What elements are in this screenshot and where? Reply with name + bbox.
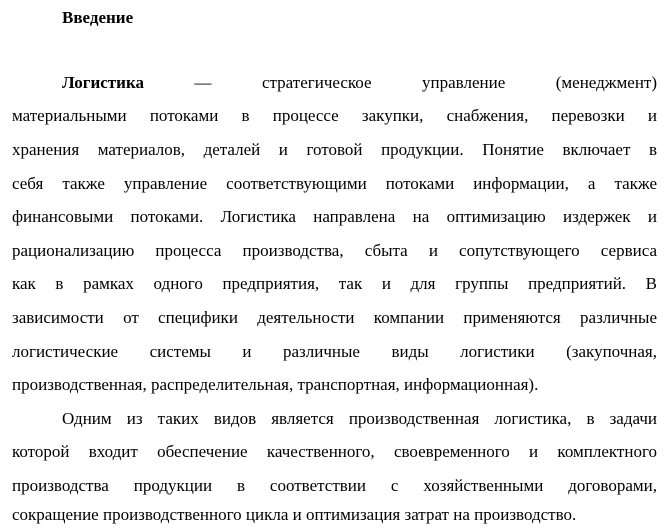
paragraph-1-line-6: рационализацию процесса производства, сбыта и сопутствующего сервиса xyxy=(12,241,657,260)
paragraph-1-line-5: финансовыми потоками. Логистика направлена на оптимизацию издержек и xyxy=(12,207,657,226)
paragraph-1-line-7: как в рамках одного предприятия, так и для группы предприятий. В xyxy=(12,274,657,293)
paragraph-2-line-1: Одним из таких видов является производственная логистика, в задачи xyxy=(62,409,657,428)
paragraph-2-line-4: сокращение производственного цикла и оптимизация затрат на производство. xyxy=(12,505,577,524)
paragraph-1-line-1 xyxy=(62,72,657,94)
paragraph-1-line-3: хранения материалов, деталей и готовой продукции. Понятие включает в xyxy=(12,140,657,159)
paragraph-1-line-1-text: — стратегическое управление (менеджмент) xyxy=(194,73,658,92)
paragraph-1-line-9: логистические системы и различные виды логистики (закупочная, xyxy=(12,342,657,361)
paragraph-1-line-2: материальными потоками в процессе закупки, снабжения, перевозки и xyxy=(12,106,657,125)
term-logistics: Логистика xyxy=(62,73,144,92)
paragraph-1-line-4: себя также управление соответствующими потоками информации, а также xyxy=(12,174,657,193)
section-heading: Введение xyxy=(62,8,134,27)
paragraph-1-line-10: производственная, распределительная, транспортная, информационная). xyxy=(12,375,539,394)
paragraph-1-line-8: зависимости от специфики деятельности компании применяются различные xyxy=(12,308,657,327)
paragraph-2-line-2: которой входит обеспечение качественного, своевременного и комплектного xyxy=(12,442,657,461)
paragraph-2-line-3: производства продукции в соответствии с хозяйственными договорами, xyxy=(12,476,657,495)
